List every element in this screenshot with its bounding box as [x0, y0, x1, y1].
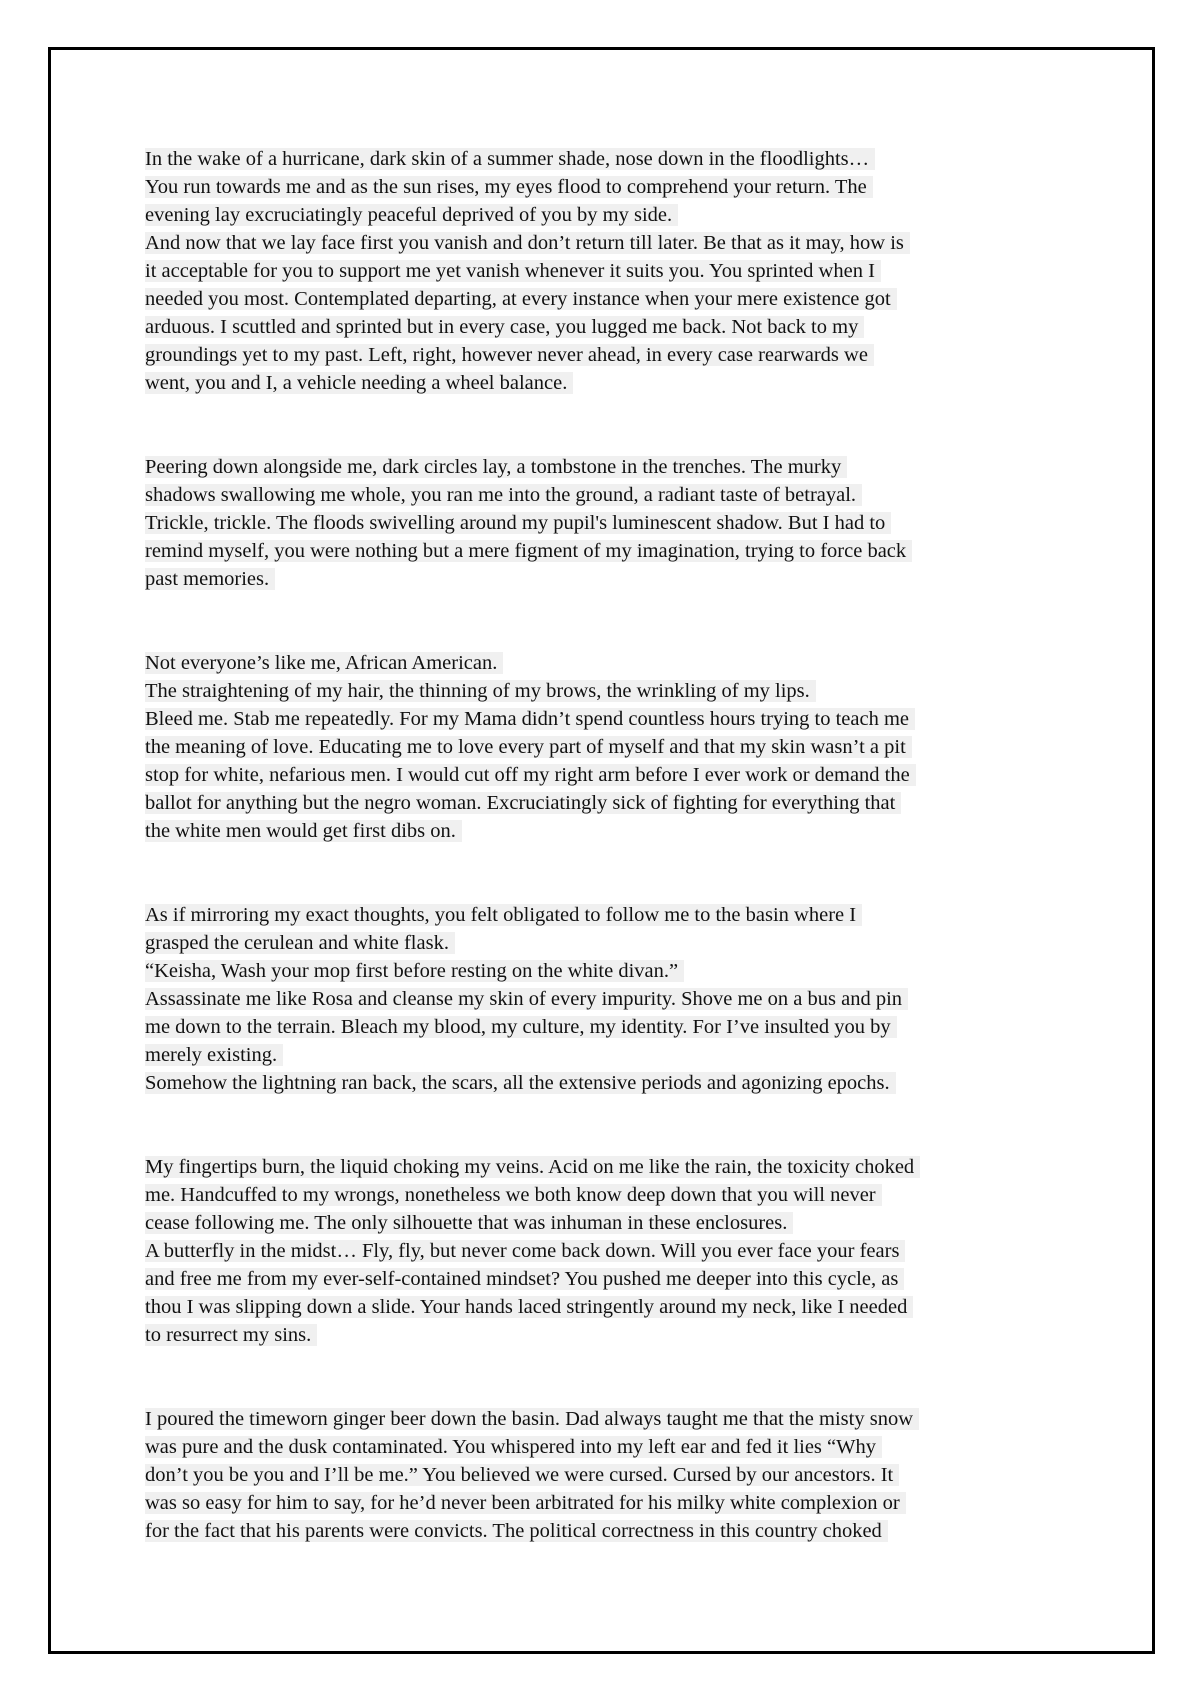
paragraph-4	[145, 901, 1065, 1097]
text-line: grasped the cerulean and white flask.	[145, 929, 1065, 957]
text-line: arduous. I scuttled and sprinted but in every case, you lugged me back. Not back to my	[145, 313, 1065, 341]
text-line: needed you most. Contemplated departing, at every instance when your mere existence got	[145, 285, 1065, 313]
text-line: ballot for anything but the negro woman. Excruciatingly sick of fighting for everything that	[145, 789, 1065, 817]
text-line: stop for white, nefarious men. I would cut off my right arm before I ever work or demand the	[145, 761, 1065, 789]
text-line: to resurrect my sins.	[145, 1321, 1065, 1349]
text-line: The straightening of my hair, the thinning of my brows, the wrinkling of my lips.	[145, 677, 1065, 705]
text-line: Somehow the lightning ran back, the scars, all the extensive periods and agonizing epochs.	[145, 1069, 1065, 1097]
text-line: it acceptable for you to support me yet vanish whenever it suits you. You sprinted when I	[145, 257, 1065, 285]
paragraph-3	[145, 649, 1065, 845]
text-line: shadows swallowing me whole, you ran me into the ground, a radiant taste of betrayal.	[145, 481, 1065, 509]
text-line: was so easy for him to say, for he’d never been arbitrated for his milky white complexion or	[145, 1489, 1065, 1517]
paragraph-1	[145, 145, 1065, 397]
text-line: thou I was slipping down a slide. Your hands laced stringently around my neck, like I needed	[145, 1293, 1065, 1321]
paragraph-5	[145, 1153, 1065, 1349]
text-line: Assassinate me like Rosa and cleanse my skin of every impurity. Shove me on a bus and pin	[145, 985, 1065, 1013]
text-line: the meaning of love. Educating me to love every part of myself and that my skin wasn’t a pit	[145, 733, 1065, 761]
text-line: As if mirroring my exact thoughts, you felt obligated to follow me to the basin where I	[145, 901, 1065, 929]
text-line: past memories.	[145, 565, 1065, 593]
text-line: evening lay excruciatingly peaceful deprived of you by my side.	[145, 201, 1065, 229]
text-line: me down to the terrain. Bleach my blood, my culture, my identity. For I’ve insulted you by	[145, 1013, 1065, 1041]
text-line: A butterfly in the midst… Fly, fly, but never come back down. Will you ever face your fears	[145, 1237, 1065, 1265]
text-line: for the fact that his parents were convicts. The political correctness in this country choked	[145, 1517, 1065, 1545]
text-line: In the wake of a hurricane, dark skin of a summer shade, nose down in the floodlights…	[145, 145, 1065, 173]
text-line: don’t you be you and I’ll be me.” You believed we were cursed. Cursed by our ancestors. It	[145, 1461, 1065, 1489]
text-line: went, you and I, a vehicle needing a wheel balance.	[145, 369, 1065, 397]
text-line: “Keisha, Wash your mop first before resting on the white divan.”	[145, 957, 1065, 985]
text-line: remind myself, you were nothing but a mere figment of my imagination, trying to force back	[145, 537, 1065, 565]
text-line: cease following me. The only silhouette that was inhuman in these enclosures.	[145, 1209, 1065, 1237]
text-line: Not everyone’s like me, African American.	[145, 649, 1065, 677]
text-line: Trickle, trickle. The floods swivelling around my pupil's luminescent shadow. But I had to	[145, 509, 1065, 537]
text-line: was pure and the dusk contaminated. You whispered into my left ear and fed it lies “Why	[145, 1433, 1065, 1461]
text-line: My fingertips burn, the liquid choking my veins. Acid on me like the rain, the toxicity choked	[145, 1153, 1065, 1181]
text-line: I poured the timeworn ginger beer down the basin. Dad always taught me that the misty snow	[145, 1405, 1065, 1433]
text-line: Bleed me. Stab me repeatedly. For my Mama didn’t spend countless hours trying to teach me	[145, 705, 1065, 733]
text-line: the white men would get first dibs on.	[145, 817, 1065, 845]
text-line: and free me from my ever-self-contained mindset? You pushed me deeper into this cycle, as	[145, 1265, 1065, 1293]
text-line: merely existing.	[145, 1041, 1065, 1069]
text-line: And now that we lay face first you vanish and don’t return till later. Be that as it may, how is	[145, 229, 1065, 257]
document-body	[145, 145, 1065, 1601]
text-line: You run towards me and as the sun rises, my eyes flood to comprehend your return. The	[145, 173, 1065, 201]
paragraph-6	[145, 1405, 1065, 1545]
text-line: Peering down alongside me, dark circles lay, a tombstone in the trenches. The murky	[145, 453, 1065, 481]
text-line: me. Handcuffed to my wrongs, nonetheless we both know deep down that you will never	[145, 1181, 1065, 1209]
text-line: groundings yet to my past. Left, right, however never ahead, in every case rearwards we	[145, 341, 1065, 369]
paragraph-2	[145, 453, 1065, 593]
